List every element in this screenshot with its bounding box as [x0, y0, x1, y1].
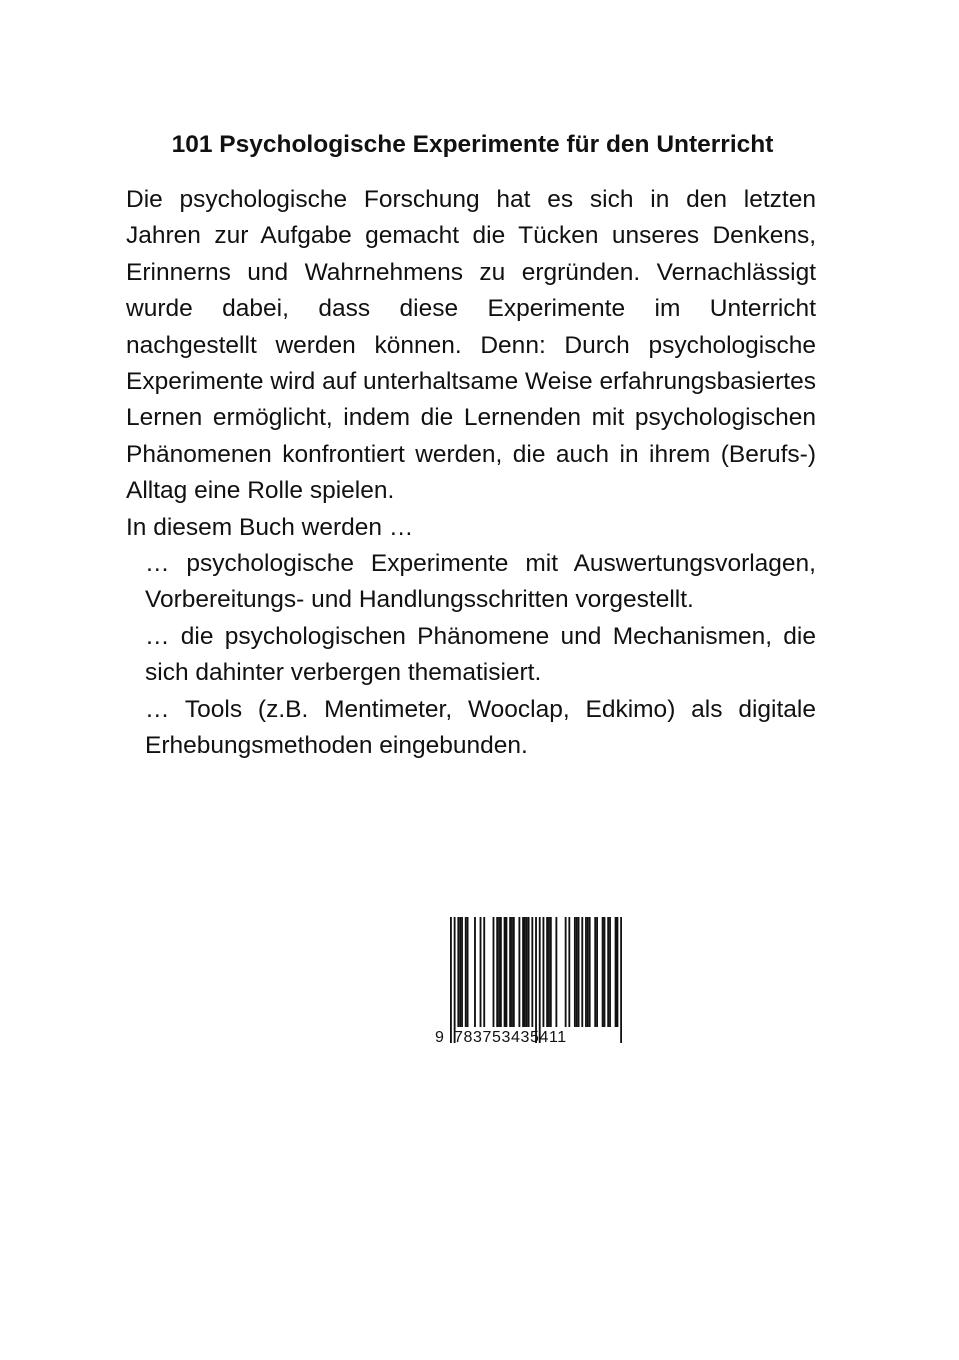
- barcode-bar: [454, 917, 456, 1043]
- list-item: … die psychologischen Phänomene und Mechanismen, die sich dahinter verbergen thematisiert.: [145, 622, 816, 687]
- barcode-bar: [528, 917, 530, 1027]
- barcode-bar: [509, 917, 511, 1027]
- list-item: … psychologische Experimente mit Auswertungsvorlagen, Vorbereitungs- und Handlungsschritten vorgestellt.: [145, 550, 816, 614]
- intro-paragraph: Die psychologische Forschung hat es sich in den letzten Jahren zur Aufgabe gemacht die Tücken unseres Denkens, Erinnerns und Wahrnehmens zu ergründen. Vernachlässigt wurde dabei, dass diese Experimente im Unterricht nachgestellt werden können. Denn: Durch psychologische Experimente wird auf unterhaltsame Weise erfahrungsbasiertes Lernen ermöglicht, indem die Lernenden mit psychologischen Phänomenen konfrontiert werden, die auch in ihrem (Berufs-) Alltag eine Rolle spielen.: [126, 186, 816, 505]
- barcode-bar: [465, 917, 467, 1027]
- barcode-bar: [498, 917, 500, 1027]
- barcode-bar: [589, 917, 591, 1027]
- barcode-bar: [518, 917, 520, 1027]
- barcode-bar: [535, 917, 537, 1043]
- barcode-bar: [615, 917, 617, 1027]
- barcode-bar: [594, 917, 596, 1027]
- barcode-bar: [578, 917, 580, 1027]
- barcode-bar: [506, 917, 508, 1027]
- barcode-bar: [511, 917, 513, 1027]
- barcode-bar: [500, 917, 502, 1027]
- blurb-text: [126, 182, 816, 765]
- barcode-bar: [459, 917, 461, 1027]
- list-item: … Tools (z.B. Mentimeter, Wooclap, Edkimo) als digitale Erhebungsmethoden eingebunden.: [145, 695, 816, 760]
- barcode-bar: [576, 917, 578, 1027]
- barcode-bar: [461, 917, 463, 1027]
- barcode-bar: [522, 917, 524, 1027]
- isbn-barcode: [432, 915, 622, 1055]
- barcode-bar: [604, 917, 606, 1027]
- barcode-bar: [617, 917, 619, 1027]
- barcode-bar: [596, 917, 598, 1027]
- isbn-digits: 783753435411: [454, 1029, 567, 1046]
- barcode-bar: [531, 917, 533, 1027]
- barcode-bar: [609, 917, 611, 1027]
- barcode-bar: [539, 917, 541, 1043]
- barcode-bar: [550, 917, 552, 1027]
- barcode-bar: [602, 917, 604, 1027]
- barcode-bar: [543, 917, 545, 1027]
- barcode-bar: [526, 917, 528, 1027]
- barcode-bar: [548, 917, 550, 1027]
- barcode-bar: [467, 917, 469, 1027]
- barcode-bar: [585, 917, 587, 1027]
- page-title: 101 Psychologische Experimente für den Unterricht: [171, 131, 774, 158]
- barcode-bar: [546, 917, 548, 1027]
- barcode-bar: [483, 917, 485, 1027]
- barcode-bar: [513, 917, 515, 1027]
- barcode-bar: [457, 917, 459, 1027]
- barcode-bar: [450, 917, 452, 1043]
- list-lead: In diesem Buch werden …: [126, 513, 414, 541]
- barcode-bar: [496, 917, 498, 1027]
- bullet-list: [126, 546, 816, 764]
- barcode-bar: [493, 917, 495, 1027]
- barcode-bar: [504, 917, 506, 1027]
- isbn-first-digit: 9: [435, 1029, 444, 1046]
- barcode-bar: [587, 917, 589, 1027]
- barcode-bar: [565, 917, 567, 1027]
- barcode-bar: [555, 917, 557, 1027]
- barcode-bar: [474, 917, 476, 1027]
- barcode-bar: [607, 917, 609, 1027]
- barcode-bar: [574, 917, 576, 1027]
- barcode-bar: [480, 917, 482, 1027]
- barcode-bar: [581, 917, 583, 1027]
- barcode-bar: [524, 917, 526, 1027]
- barcode-bar: [568, 917, 570, 1027]
- barcode-bar: [620, 917, 622, 1043]
